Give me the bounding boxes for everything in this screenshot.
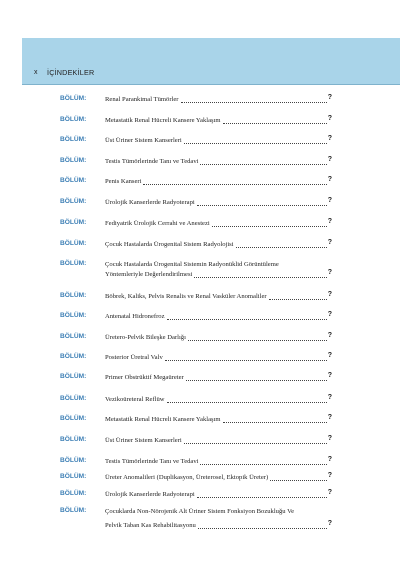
dot-leader: [188, 334, 327, 341]
chapter-title: Posterior Üretral Valv: [105, 354, 163, 361]
chapter-label: BÖLÜM:: [60, 415, 87, 422]
toc-entry[interactable]: [60, 240, 332, 252]
chapter-title-continued: Pelvik Taban Kas Rehabilitasyonu: [105, 522, 196, 529]
chapter-title: Üst Üriner Sistem Kanserleri: [105, 437, 182, 444]
chapter-label: BÖLÜM:: [60, 457, 87, 464]
dot-leader: [186, 374, 327, 381]
chapter-title-continued: Yöntemleriyle Değerlendirilmesi: [105, 271, 193, 278]
chapter-title: Çocuk Hastalarda Ürogenital Sistem Radyolojisi: [105, 241, 234, 248]
chapter-label: BÖLÜM:: [60, 353, 87, 360]
chapter-title: Ürolojik Kanserlerde Radyoterapi: [105, 491, 195, 498]
chapter-label: BÖLÜM:: [60, 136, 87, 143]
page-number-placeholder: ?: [327, 414, 332, 421]
chapter-label: BÖLÜM:: [60, 395, 87, 402]
toc-entry[interactable]: [60, 116, 332, 128]
header-band: [22, 38, 400, 84]
dot-leader: [167, 396, 327, 403]
toc-entry[interactable]: [60, 292, 332, 304]
chapter-title: Metastatik Renal Hücreli Kansere Yaklaşım: [105, 117, 221, 124]
page-number-placeholder: ?: [327, 269, 332, 276]
page-number-placeholder: ?: [327, 218, 332, 225]
chapter-label: BÖLÜM:: [60, 333, 87, 340]
toc-entry[interactable]: [60, 333, 332, 345]
toc-entry[interactable]: [60, 395, 332, 407]
page-number-placeholder: ?: [327, 135, 332, 142]
toc-entry[interactable]: [60, 436, 332, 448]
dot-leader: [270, 474, 327, 481]
chapter-title: Testis Tümörlerinde Tanı ve Tedavi: [105, 158, 199, 165]
dot-leader: [198, 522, 327, 529]
toc-entry[interactable]: [60, 136, 332, 148]
chapter-label: BÖLÜM:: [60, 436, 87, 443]
toc-entry[interactable]: [60, 95, 332, 107]
chapter-label: BÖLÜM:: [60, 116, 87, 123]
toc-entry[interactable]: [60, 473, 332, 485]
dot-leader: [212, 220, 327, 227]
page-number-placeholder: ?: [327, 176, 332, 183]
chapter-label: BÖLÜM:: [60, 312, 87, 319]
chapter-title: Vezikoüreteral Reflüw: [105, 396, 165, 403]
chapter-label: BÖLÜM:: [60, 507, 87, 514]
toc-entry[interactable]: [60, 373, 332, 385]
dot-leader: [143, 178, 327, 185]
page-number-placeholder: ?: [327, 352, 332, 359]
toc-entry[interactable]: [60, 457, 332, 469]
chapter-title: Antenatal Hidronefroz: [105, 313, 165, 320]
chapter-label: BÖLÜM:: [60, 490, 87, 497]
chapter-label: BÖLÜM:: [60, 198, 87, 205]
page-number-placeholder: ?: [327, 489, 332, 496]
chapter-title: Çocuklarda Non-Nörojenik Alt Üriner Sistem Fonksiyon Bozukluğu Ve: [105, 508, 295, 515]
toc-entry[interactable]: [60, 415, 332, 427]
page-number-placeholder: ?: [327, 156, 332, 163]
chapter-title: Ürolojik Kanserlerde Radyoterapi: [105, 199, 195, 206]
dot-leader: [194, 271, 327, 278]
chapter-title: Üst Üriner Sistem Kanserleri: [105, 137, 182, 144]
chapter-label: BÖLÜM:: [60, 240, 87, 247]
toc-entry[interactable]: [60, 198, 332, 210]
chapter-title: Primer Obstrüktif Megaüreter: [105, 374, 184, 381]
dot-leader: [165, 354, 327, 361]
page-number-placeholder: ?: [327, 394, 332, 401]
chapter-title: Fediyatrik Ürolojik Cerrahi ve Anestezi: [105, 220, 210, 227]
page-number-placeholder: ?: [327, 311, 332, 318]
page-number: x: [34, 69, 38, 76]
chapter-label: BÖLÜM:: [60, 177, 87, 184]
page-number-placeholder: ?: [327, 472, 332, 479]
chapter-title: Üretero-Pelvik Bileşke Darlığı: [105, 334, 186, 341]
toc-entry[interactable]: [60, 260, 332, 282]
toc-entry[interactable]: [60, 490, 332, 502]
page-number-placeholder: ?: [327, 456, 332, 463]
toc-entry[interactable]: [60, 219, 332, 231]
dot-leader: [184, 137, 327, 144]
page-number-placeholder: ?: [327, 239, 332, 246]
chapter-label: BÖLÜM:: [60, 95, 87, 102]
page-number-placeholder: ?: [327, 94, 332, 101]
chapter-label: BÖLÜM:: [60, 292, 87, 299]
page-number-placeholder: ?: [327, 520, 332, 527]
chapter-title: Testis Tümörlerinde Tanı ve Tedavi: [105, 458, 199, 465]
page-number-placeholder: ?: [327, 197, 332, 204]
page-number-placeholder: ?: [327, 291, 332, 298]
toc-entry[interactable]: [60, 157, 332, 169]
chapter-label: BÖLÜM:: [60, 373, 87, 380]
toc-entry[interactable]: [60, 353, 332, 365]
dot-leader: [223, 416, 327, 423]
dot-leader: [223, 117, 327, 124]
page-number-placeholder: ?: [327, 115, 332, 122]
chapter-title: Penis Kanseri: [105, 178, 142, 185]
dot-leader: [167, 313, 327, 320]
chapter-title: Metastatik Renal Hücreli Kansere Yaklaşım: [105, 416, 221, 423]
chapter-label: BÖLÜM:: [60, 260, 87, 267]
dot-leader: [181, 96, 328, 103]
page-number-placeholder: ?: [327, 372, 332, 379]
dot-leader: [269, 293, 327, 300]
toc-entry[interactable]: [60, 507, 332, 529]
chapter-label: BÖLÜM:: [60, 157, 87, 164]
dot-leader: [197, 491, 327, 498]
chapter-title: Çocuk Hastalarda Ürogenital Sistemin Radyonüklid Görüntüleme: [105, 261, 279, 268]
toc-entry[interactable]: [60, 312, 332, 324]
page-number-placeholder: ?: [327, 332, 332, 339]
chapter-label: BÖLÜM:: [60, 473, 87, 480]
toc-entry[interactable]: [60, 177, 332, 189]
chapter-title: Üreter Anomalileri (Duplikasyon, Üreterosel, Ektopik Üreter): [105, 474, 269, 481]
dot-leader: [197, 199, 327, 206]
dot-leader: [236, 241, 327, 248]
dot-leader: [200, 158, 327, 165]
chapter-label: BÖLÜM:: [60, 219, 87, 226]
section-title: İÇİNDEKİLER: [47, 68, 95, 77]
chapter-title: Renal Parankimal Tümörler: [105, 96, 179, 103]
page-number-placeholder: ?: [327, 435, 332, 442]
dot-leader: [184, 437, 327, 444]
dot-leader: [200, 458, 327, 465]
chapter-title: Böbrek, Kaliks, Pelvis Renalis ve Renal Vasküler Anomaliler: [105, 293, 267, 300]
header-divider: [22, 84, 400, 85]
